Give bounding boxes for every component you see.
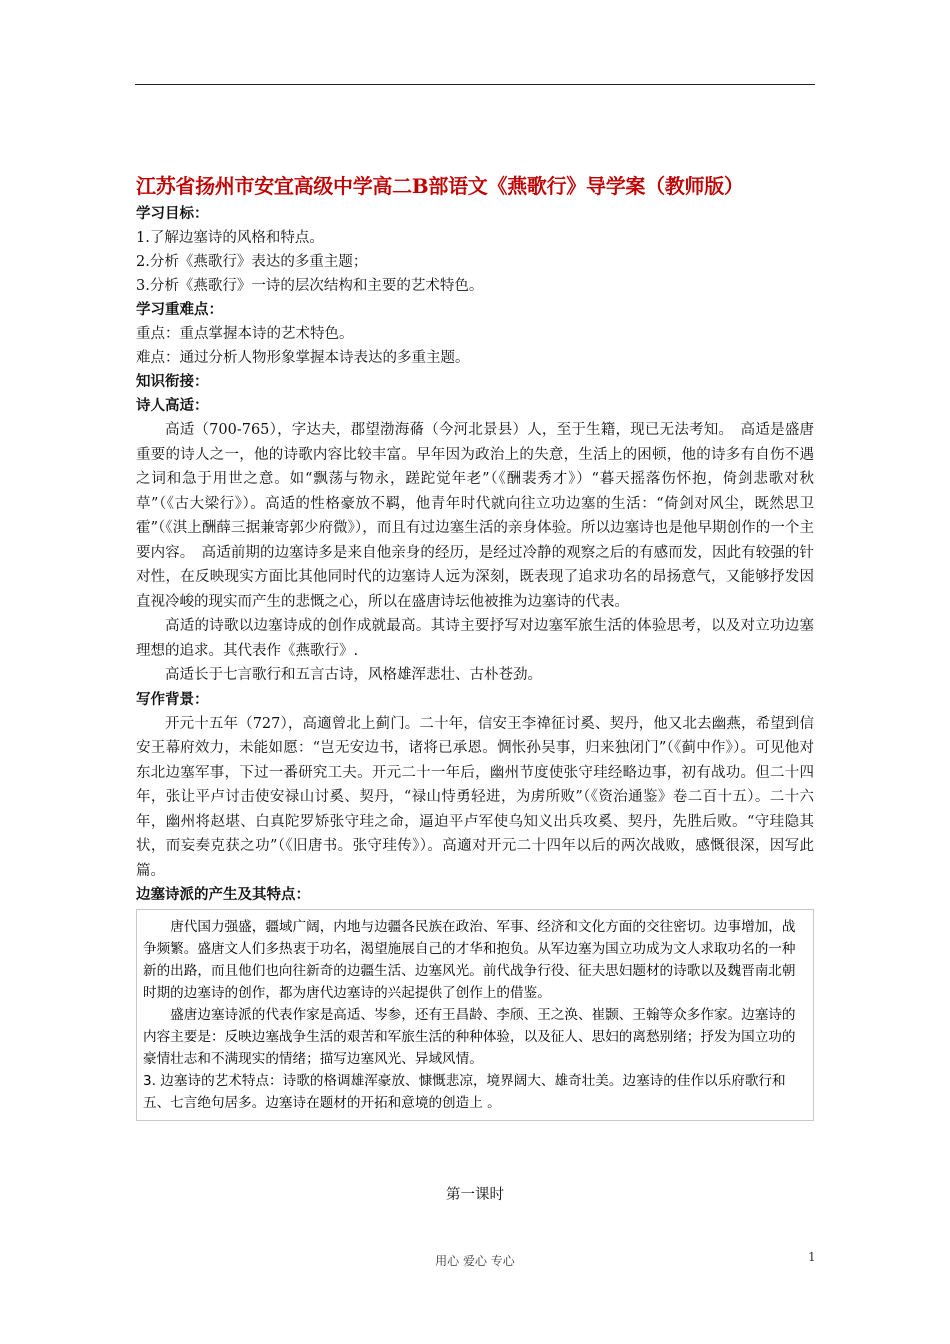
objective-item: 3.分析《燕歌行》一诗的层次结构和主要的艺术特色。 [136,278,484,294]
background-paragraph: 开元十五年（727），高適曾北上蓟门。二十年，信安王李禕征讨奚、契丹，他又北去幽燕，希望到信安王幕府效力，未能如愿：“岂无安边书，诸将已承恩。惆怅孙吴事，归来独闭门”（《蓟中作》）。可见他对东北边塞军事，下过一番研究工夫。开元二十一年后，幽州节度使张守珪经略边事，初有战功。但二十四年，张让平卢讨击使安禄山讨奚、契丹，“禄山恃勇轻进，为虏所败”（《资治通鉴》卷二百十五）。二十六年，幽州将赵堪、白真陀罗矫张守珪之命，逼迫平卢军使乌知义出兵攻奚、契丹，先胜后败。“守珪隐其状，而妄奏克获之功”（《旧唐书。张守珪传》）。高適对开元二十四年以后的两次战败，感慨很深，因写此篇。 [136,715,814,879]
knowledge-heading: 知识衔接： [136,374,209,390]
poet-paragraph: 高适长于七言歌行和五言古诗，风格雄浑悲壮、古朴苍劲。 [165,667,542,683]
poet-paragraph: 高适的诗歌以边塞诗成的创作成就最高。其诗主要抒写对边塞军旅生活的体验思考，以及对立功边塞理想的追求。其代表作《燕歌行》. [136,618,814,659]
poet-paragraph: 高适（700-765），字达夫，郡望渤海蓨（今河北景县）人，至于生籍，现已无法考知。 高适是盛唐重要的诗人之一，他的诗歌内容比较丰富。早年因为政治上的失意，生活上的困顿，他的诗多有自伤不遇之词和急于用世之意。如“飘荡与物永，蹉跎觉年老”（《酬裴秀才》）“暮天摇落伤怀抱，倚剑悲歌对秋草”（《古大梁行》）。高适的性格豪放不羁，他青年时代就向往立功边塞的生活：“倚剑对风尘，既然思卫霍”（《淇上酬薛三据兼寄郭少府微》），而且有过边塞生活的亲身体验。所以边塞诗也是他早期创作的一个主要内容。 高适前期的边塞诗多是来自他亲身的经历，是经过冷静的观察之后的有感而发，因此有较强的针对性，在反映现实方面比其他同时代的边塞诗人远为深刻，既表现了追求功名的昂扬意气，又能够抒发因直视冷峻的现实而产生的悲慨之心，所以在盛唐诗坛他被推为边塞诗的代表。 [136,422,814,610]
frontier-heading: 边塞诗派的产生及其特点： [136,887,310,903]
frontier-paragraph: 3. 边塞诗的艺术特点：诗歌的格调雄浑豪放、慷慨悲凉，境界阔大、雄奇壮美。边塞诗的佳作以乐府歌行和五、七言绝句居多。边塞诗在题材的开拓和意境的创造上 。 [143,1073,786,1111]
frontier-paragraph: 唐代国力强盛，疆域广阔，内地与边疆各民族在政治、军事、经济和文化方面的交往密切。边事增加，战争频繁。盛唐文人们多热衷于功名，渴望施展自己的才华和抱负。从军边塞为国立功成为文人求取功名的一种新的出路，而且他们也向往新奇的边疆生活、边塞风光。前代战争行役、征夫思妇题材的诗歌以及魏晋南北朝时期的边塞诗的创作，都为唐代边塞诗的兴起提供了创作上的借鉴。 [143,919,796,1001]
footer-motto: 用心 爱心 专心 [435,1254,515,1268]
document-body [136,172,814,1121]
document-title: 江苏省扬州市安宜高级中学高二B部语文《燕歌行》导学案（教师版） [136,174,744,198]
header-rule [135,84,815,85]
page-number: 1 [808,1250,816,1264]
objectives-heading: 学习目标： [136,206,209,222]
background-heading: 写作背景： [136,691,209,708]
frontier-text-box [136,909,814,1121]
difficulty-heading: 学习重难点： [136,302,223,318]
lesson-label: 第一课时 [446,1187,504,1203]
objective-item: 2.分析《燕歌行》表达的多重主题； [136,254,368,270]
frontier-paragraph: 盛唐边塞诗派的代表作家是高适、岑参，还有王昌龄、李颀、王之涣、崔颢、王翰等众多作家。边塞诗的内容主要是：反映边塞战争生活的艰苦和军旅生活的种种体验，以及征人、思妇的离愁别绪；抒发为国立功的豪情壮志和不满现实的情绪；描写边塞风光、异域风情。 [143,1007,796,1067]
key-point: 重点：重点掌握本诗的艺术特色。 [136,326,354,342]
poet-heading: 诗人高适： [136,398,209,414]
objective-item: 1.了解边塞诗的风格和特点。 [136,230,324,246]
difficult-point: 难点：通过分析人物形象掌握本诗表达的多重主题。 [136,350,470,366]
